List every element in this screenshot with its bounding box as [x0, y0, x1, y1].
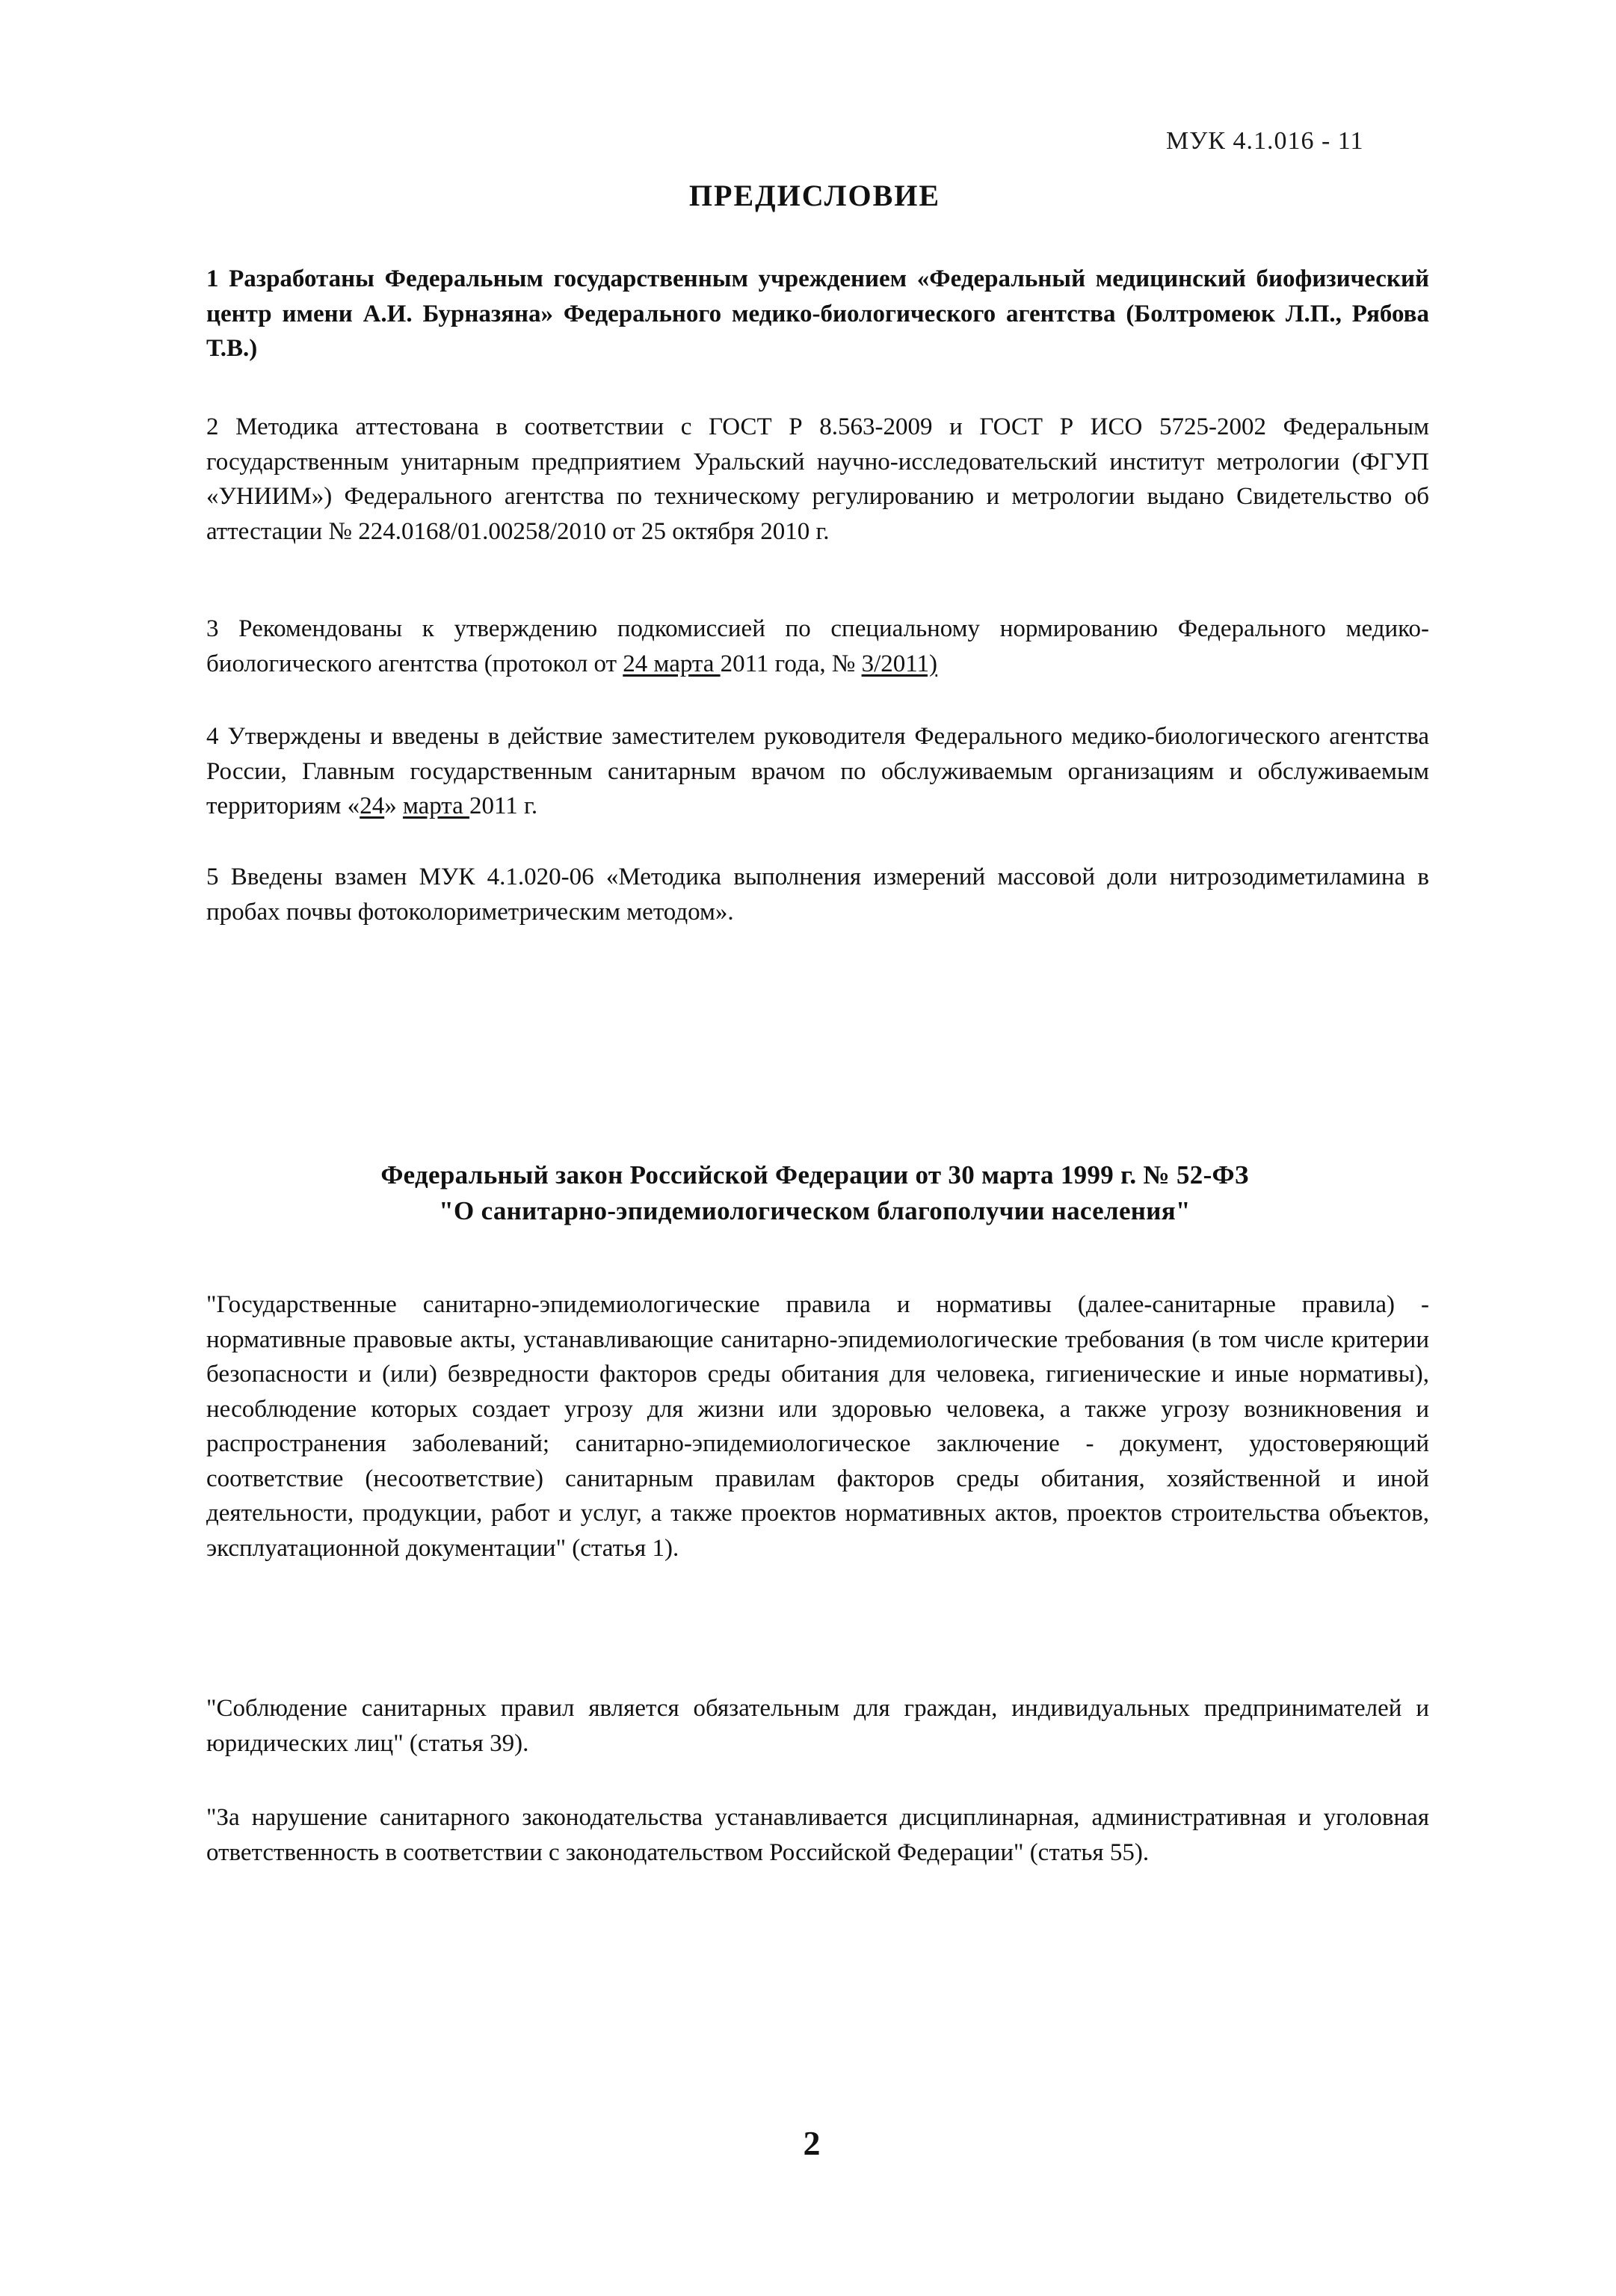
item4-day: 24 — [360, 792, 385, 819]
foreword-item-5: 5 Введены взамен МУК 4.1.020-06 «Методика выполнения измерений массовой доли нитрозодиметиламина в пробах почвы фотоколориметрическим методом». — [206, 864, 1429, 926]
item4-text: 4 Утверждены и введены в действие заместителем руководителя Федерального медико-биологического агентства России, Главным государственным санитарным врачом по обслуживаемым организациям и обслуживаемым территориям « — [206, 723, 1429, 819]
law-title-line-2: "О санитарно-эпидемиологическом благополучии населения" — [439, 1196, 1191, 1225]
foreword-title: ПРЕДИСЛОВИЕ — [688, 179, 941, 212]
foreword-item-3 — [206, 612, 1429, 681]
item3-date: 24 марта — [623, 650, 721, 677]
item4-month: марта — [402, 792, 470, 819]
document-code: МУК 4.1.016 - 11 — [1166, 127, 1364, 155]
item3-protocol: 3/2011) — [861, 650, 938, 677]
law-quote-article-1: "Государственные санитарно-эпидемиологические правила и нормативы (далее-санитарные правила) - нормативные правовые акты, устанавливающие санитарно-эпидемиологические требования (в том числе критерии безопасности и (или) безвредности факторов среды обитания для человека, гигиенические и иные нормативы), несоблюдение которых создает угрозу для жизни или здоровью человека, а также угрозу возникновения и распространения заболеваний; санитарно-эпидемиологическое заключение - документ, удостоверяющий соответствие (несоответствие) санитарным правилам факторов среды обитания, хозяйственной и иной деятельности, продукции, работ и услуг, а также проектов нормативных актов, проектов строительства объектов, эксплуатационной документации" (статья 1). — [206, 1291, 1429, 1562]
item4-mid: » — [384, 792, 403, 819]
item4-year: 2011 г. — [469, 792, 538, 819]
foreword-item-4 — [206, 719, 1429, 824]
law-quote-article-55: "За нарушение санитарного законодательства устанавливается дисциплинарная, административная и уголовная ответственность в соответствии с законодательством Российской Федерации" (статья 55). — [206, 1804, 1429, 1866]
foreword-item-2: 2 Методика аттестована в соответствии с ГОСТ Р 8.563-2009 и ГОСТ Р ИСО 5725-2002 Федеральным государственным унитарным предприятием Уральский научно-исследовательский институт метрологии (ФГУП «УНИИМ») Федерального агентства по техническому регулированию и метрологии выдано Свидетельство об аттестации № 224.0168/01.00258/2010 от 25 октября 2010 г. — [206, 413, 1429, 545]
page-number: 2 — [803, 2124, 821, 2162]
law-title-line-1: Федеральный закон Российской Федерации от 30 марта 1999 г. № 52-ФЗ — [380, 1160, 1249, 1189]
item3-year: 2011 года, № — [720, 650, 862, 677]
item3-text: 3 Рекомендованы к утверждению подкомиссией по специальному нормированию Федерального медико-биологического агентства (протокол от — [206, 615, 1429, 677]
foreword-item-1: 1 Разработаны Федеральным государственным учреждением «Федеральный медицинский биофизический центр имени А.И. Бурназяна» Федерального медико-биологического агентства (Болтромеюк Л.П., Рябова Т.В.) — [206, 265, 1429, 362]
law-title — [202, 1157, 1428, 1229]
law-quote-article-39: "Соблюдение санитарных правил является обязательным для граждан, индивидуальных предпринимателей и юридических лиц" (статья 39). — [206, 1695, 1429, 1757]
